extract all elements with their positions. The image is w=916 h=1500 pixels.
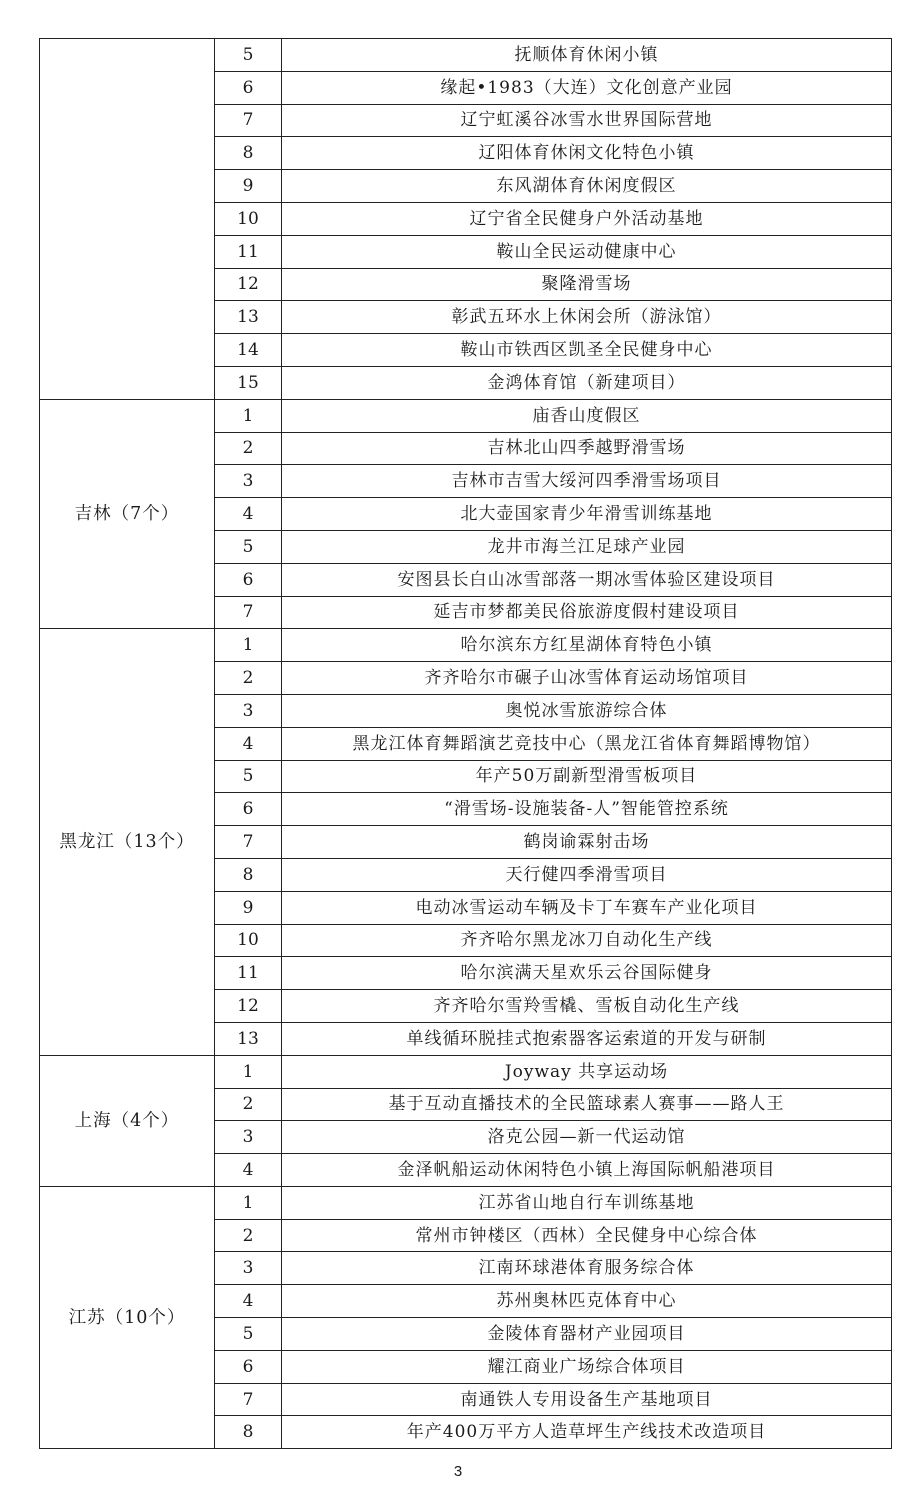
serial-number-cell: 2	[215, 1219, 282, 1252]
serial-number-cell: 12	[215, 268, 282, 301]
project-name-cell: 辽阳体育休闲文化特色小镇	[282, 137, 892, 170]
project-name-cell: 年产50万副新型滑雪板项目	[282, 760, 892, 793]
table-row	[40, 39, 892, 72]
project-name-cell: 鞍山市铁西区凯圣全民健身中心	[282, 334, 892, 367]
province-cell: 江苏（10个）	[40, 1186, 215, 1448]
serial-number-cell: 8	[215, 137, 282, 170]
project-name-cell: 吉林北山四季越野滑雪场	[282, 432, 892, 465]
project-name-cell: 黑龙江体育舞蹈演艺竞技中心（黑龙江省体育舞蹈博物馆）	[282, 727, 892, 760]
serial-number-cell: 7	[215, 104, 282, 137]
project-name-cell: 洛克公园—新一代运动馆	[282, 1121, 892, 1154]
serial-number-cell: 10	[215, 924, 282, 957]
serial-number-cell: 5	[215, 39, 282, 72]
project-name-cell: 单线循环脱挂式抱索器客运索道的开发与研制	[282, 1022, 892, 1055]
table-row	[40, 1186, 892, 1219]
serial-number-cell: 4	[215, 727, 282, 760]
province-cell	[40, 39, 215, 400]
project-name-cell: 聚隆滑雪场	[282, 268, 892, 301]
serial-number-cell: 11	[215, 235, 282, 268]
serial-number-cell: 4	[215, 1285, 282, 1318]
project-name-cell: 南通铁人专用设备生产基地项目	[282, 1383, 892, 1416]
project-name-cell: 缘起•1983（大连）文化创意产业园	[282, 71, 892, 104]
serial-number-cell: 9	[215, 170, 282, 203]
project-name-cell: 吉林市吉雪大绥河四季滑雪场项目	[282, 465, 892, 498]
table-row	[40, 629, 892, 662]
serial-number-cell: 1	[215, 629, 282, 662]
serial-number-cell: 1	[215, 1055, 282, 1088]
serial-number-cell: 6	[215, 563, 282, 596]
project-table	[39, 38, 892, 1449]
project-name-cell: 耀江商业广场综合体项目	[282, 1350, 892, 1383]
serial-number-cell: 8	[215, 1416, 282, 1449]
serial-number-cell: 3	[215, 1252, 282, 1285]
serial-number-cell: 11	[215, 957, 282, 990]
project-name-cell: “滑雪场-设施装备-人”智能管控系统	[282, 793, 892, 826]
project-name-cell: 年产400万平方人造草坪生产线技术改造项目	[282, 1416, 892, 1449]
serial-number-cell: 1	[215, 1186, 282, 1219]
project-table-body	[40, 39, 892, 1449]
serial-number-cell: 6	[215, 71, 282, 104]
serial-number-cell: 1	[215, 399, 282, 432]
province-cell: 吉林（7个）	[40, 399, 215, 629]
project-name-cell: 抚顺体育休闲小镇	[282, 39, 892, 72]
serial-number-cell: 7	[215, 826, 282, 859]
serial-number-cell: 14	[215, 334, 282, 367]
serial-number-cell: 13	[215, 1022, 282, 1055]
serial-number-cell: 3	[215, 1121, 282, 1154]
project-name-cell: 齐齐哈尔市碾子山冰雪体育运动场馆项目	[282, 662, 892, 695]
project-name-cell: 奥悦冰雪旅游综合体	[282, 694, 892, 727]
province-cell: 黑龙江（13个）	[40, 629, 215, 1055]
serial-number-cell: 2	[215, 662, 282, 695]
project-name-cell: 东风湖体育休闲度假区	[282, 170, 892, 203]
project-name-cell: 天行健四季滑雪项目	[282, 858, 892, 891]
project-name-cell: 哈尔滨东方红星湖体育特色小镇	[282, 629, 892, 662]
serial-number-cell: 4	[215, 498, 282, 531]
province-cell: 上海（4个）	[40, 1055, 215, 1186]
project-name-cell: 江苏省山地自行车训练基地	[282, 1186, 892, 1219]
serial-number-cell: 13	[215, 301, 282, 334]
serial-number-cell: 9	[215, 891, 282, 924]
project-name-cell: 金鸿体育馆（新建项目）	[282, 366, 892, 399]
project-name-cell: 齐齐哈尔雪羚雪橇、雪板自动化生产线	[282, 990, 892, 1023]
serial-number-cell: 10	[215, 202, 282, 235]
serial-number-cell: 5	[215, 760, 282, 793]
serial-number-cell: 2	[215, 432, 282, 465]
serial-number-cell: 3	[215, 694, 282, 727]
project-name-cell: 电动冰雪运动车辆及卡丁车赛车产业化项目	[282, 891, 892, 924]
project-name-cell: 基于互动直播技术的全民篮球素人赛事——路人王	[282, 1088, 892, 1121]
serial-number-cell: 12	[215, 990, 282, 1023]
serial-number-cell: 6	[215, 793, 282, 826]
project-name-cell: 金泽帆船运动休闲特色小镇上海国际帆船港项目	[282, 1154, 892, 1187]
project-name-cell: 鞍山全民运动健康中心	[282, 235, 892, 268]
project-name-cell: 辽宁虹溪谷冰雪水世界国际营地	[282, 104, 892, 137]
project-name-cell: Joyway 共享运动场	[282, 1055, 892, 1088]
project-name-cell: 彰武五环水上休闲会所（游泳馆）	[282, 301, 892, 334]
project-name-cell: 鹤岗谕霖射击场	[282, 826, 892, 859]
project-name-cell: 江南环球港体育服务综合体	[282, 1252, 892, 1285]
project-name-cell: 哈尔滨满天星欢乐云谷国际健身	[282, 957, 892, 990]
serial-number-cell: 4	[215, 1154, 282, 1187]
project-name-cell: 北大壶国家青少年滑雪训练基地	[282, 498, 892, 531]
project-name-cell: 常州市钟楼区（西林）全民健身中心综合体	[282, 1219, 892, 1252]
serial-number-cell: 2	[215, 1088, 282, 1121]
serial-number-cell: 15	[215, 366, 282, 399]
project-name-cell: 辽宁省全民健身户外活动基地	[282, 202, 892, 235]
project-name-cell: 齐齐哈尔黑龙冰刀自动化生产线	[282, 924, 892, 957]
table-row	[40, 399, 892, 432]
table-row	[40, 1055, 892, 1088]
serial-number-cell: 7	[215, 596, 282, 629]
project-name-cell: 龙井市海兰江足球产业园	[282, 530, 892, 563]
project-name-cell: 安图县长白山冰雪部落一期冰雪体验区建设项目	[282, 563, 892, 596]
project-name-cell: 苏州奥林匹克体育中心	[282, 1285, 892, 1318]
serial-number-cell: 3	[215, 465, 282, 498]
serial-number-cell: 5	[215, 1318, 282, 1351]
serial-number-cell: 5	[215, 530, 282, 563]
serial-number-cell: 6	[215, 1350, 282, 1383]
project-name-cell: 延吉市梦都美民俗旅游度假村建设项目	[282, 596, 892, 629]
project-name-cell: 金陵体育器材产业园项目	[282, 1318, 892, 1351]
serial-number-cell: 8	[215, 858, 282, 891]
page-number: 3	[453, 1463, 463, 1480]
serial-number-cell: 7	[215, 1383, 282, 1416]
project-name-cell: 庙香山度假区	[282, 399, 892, 432]
